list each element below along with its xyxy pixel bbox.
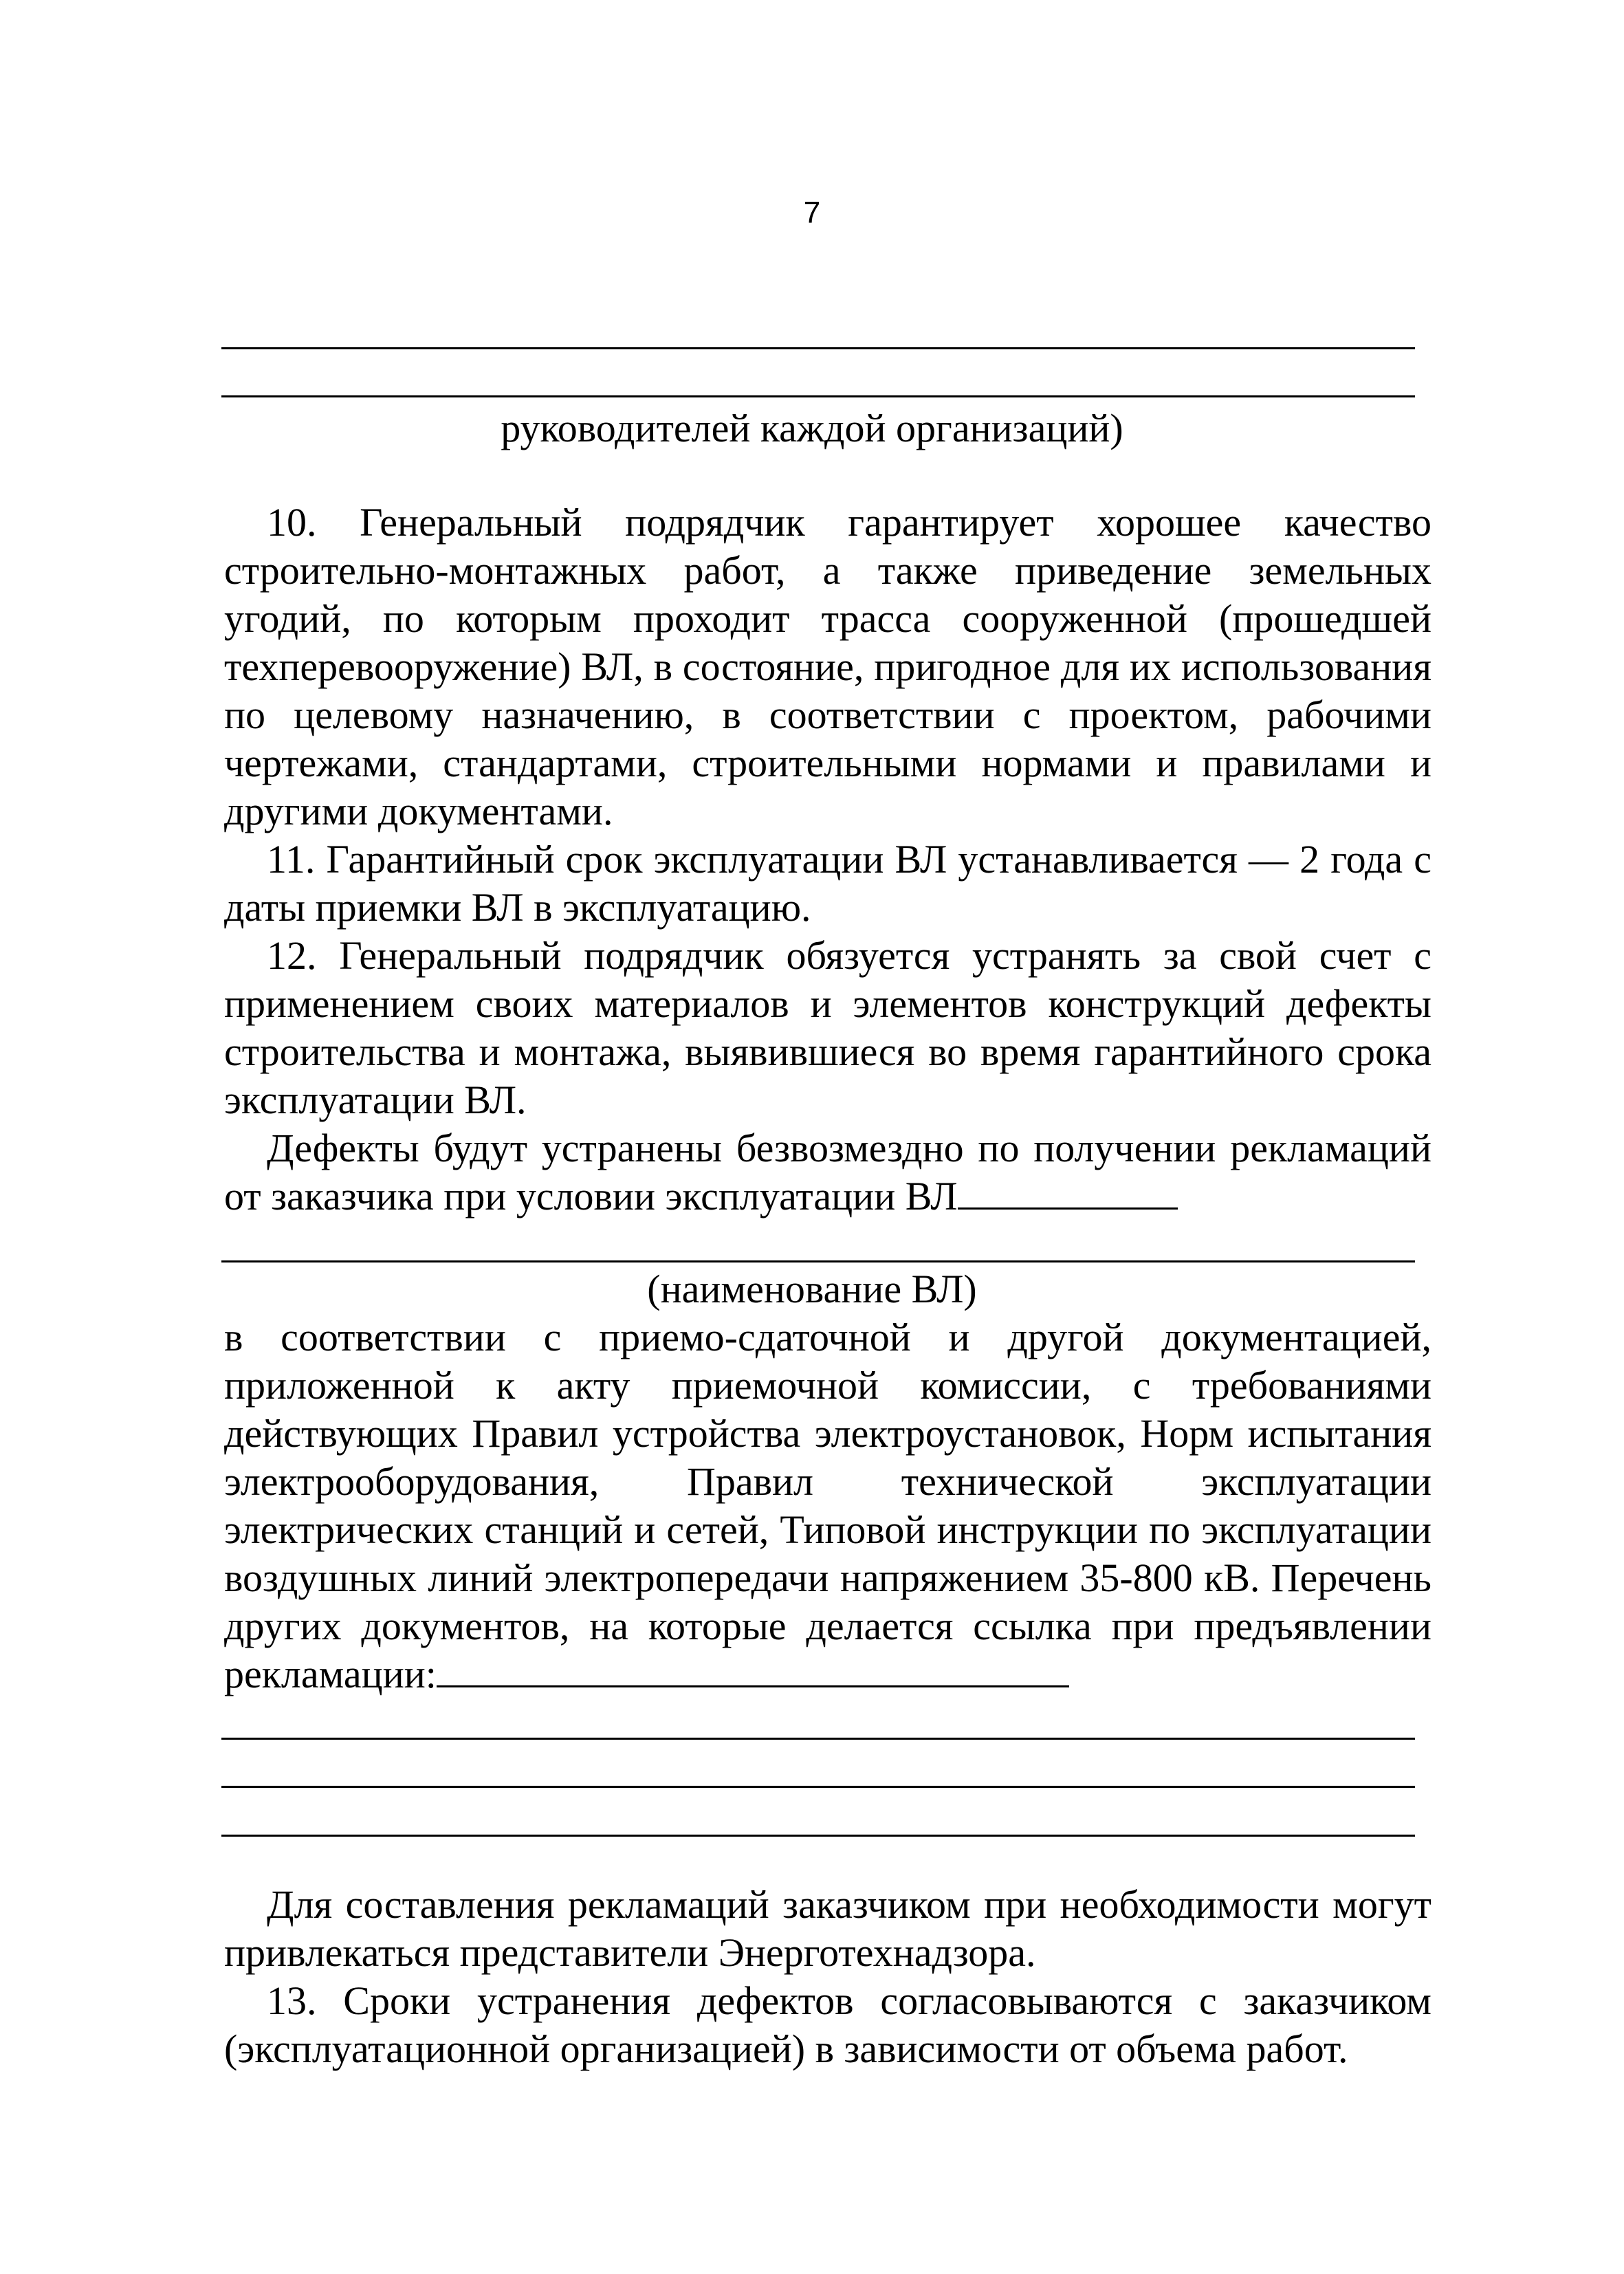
top-caption: руководителей каждой организаций) (501, 406, 1123, 450)
main-text-block-2 (224, 1313, 1431, 1698)
signature-line-2 (221, 395, 1415, 397)
documents-line-1 (221, 1738, 1415, 1740)
signature-line-1 (221, 347, 1415, 349)
paragraph-13: 13. Сроки устранения дефектов согласовываются с заказчиком (эксплуатационной организацией) в зависимости от объема работ. (224, 1978, 1431, 2071)
documents-line-3 (221, 1835, 1415, 1837)
main-text-block-1 (224, 499, 1431, 1221)
paragraph-defects (224, 1124, 1431, 1221)
paragraph-12: 12. Генеральный подрядчик обязуется устранять за свой счет с применением своих материалов и элементов конструкций дефекты строительства и монтажа, выявившиеся во время гарантийного срока эксплуатации ВЛ. (224, 933, 1431, 1122)
documents-line-2 (221, 1786, 1415, 1788)
page-number: 7 (803, 196, 821, 230)
accordance-text: в соответствии с приемо-сдаточной и другой документацией, приложенной к акту приемочной комиссии, с требованиями действующих Правил устройства электроустановок, Норм испытания электрооборудования, Правил технической эксплуатации электрических станций и сетей, Типовой инструкции по эксплуатации воздушных линий электропередачи напряжением 35-800 кВ. Перечень других документов, на которые делается ссылка при предъявлении рекламации: (224, 1315, 1431, 1696)
paragraph-accordance (224, 1313, 1431, 1698)
paragraph-energo: Для составления рекламаций заказчиком при необходимости могут привлекаться представители Энерготехнадзора. (224, 1882, 1431, 1975)
documents-blank (437, 1685, 1069, 1687)
main-text-block-3 (224, 1881, 1431, 2073)
defects-text: Дефекты будут устранены безвозмездно по получении рекламаций от заказчика при условии эксплуатации ВЛ (224, 1126, 1431, 1218)
vl-name-blank (958, 1207, 1178, 1210)
vl-name-line (221, 1260, 1415, 1262)
paragraph-11: 11. Гарантийный срок эксплуатации ВЛ устанавливается — 2 года с даты приемки ВЛ в эксплуатацию. (224, 837, 1431, 930)
paragraph-10: 10. Генеральный подрядчик гарантирует хорошее качество строительно-монтажных работ, а также приведение земельных угодий, по которым проходит трасса сооруженной (прошедшей техперевооружение) ВЛ, в состояние, пригодное для их использования по целевому назначению, в соответствии с проектом, рабочими чертежами, стандартами, строительными нормами и правилами и другими документами. (224, 500, 1431, 833)
vl-name-caption: (наименование ВЛ) (647, 1267, 977, 1311)
